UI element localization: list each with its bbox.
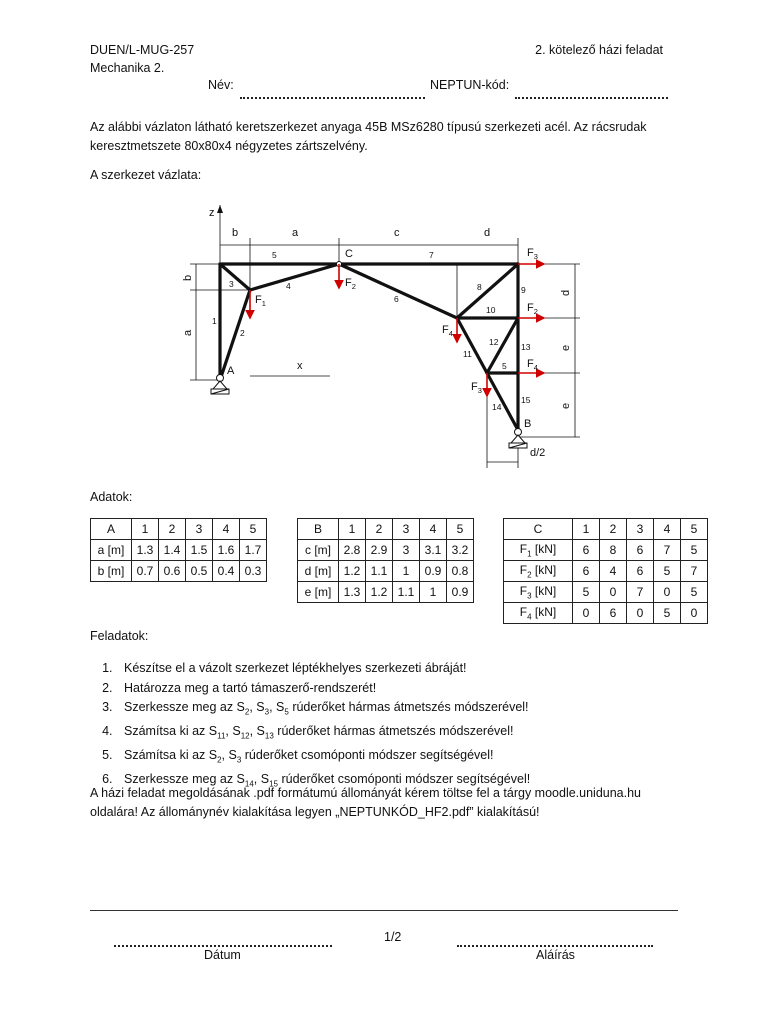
support-a (211, 381, 229, 394)
table-header-row (298, 519, 474, 540)
table-cell: 1.2 (339, 561, 366, 582)
table-cell: 0 (681, 603, 708, 624)
task-list (90, 659, 716, 794)
label-c: C (345, 248, 353, 260)
intro-paragraph (90, 118, 690, 156)
table-cell: C (504, 519, 573, 540)
neptun-label: NEPTUN-kód: (430, 78, 510, 92)
table-cell: 6 (573, 561, 600, 582)
table-cell: 0.3 (240, 561, 267, 582)
member-label-5: 5 (272, 250, 277, 260)
table-cell: 5 (654, 603, 681, 624)
list-item: 1. Készítse el a vázolt szerkezet léptékhelyes szerkezeti ábráját! (116, 659, 716, 679)
dim-d-right: d (560, 289, 572, 296)
table-cell: $F_4$ [kN] (504, 603, 573, 624)
table-row (298, 561, 474, 582)
table-cell: 0.8 (447, 561, 474, 582)
label-x: x (297, 360, 303, 372)
subject-title: Mechanika 2. (90, 61, 165, 75)
force-label-f4: $F_4$ (442, 324, 453, 338)
table-cell: 1.3 (132, 540, 159, 561)
table-cell: 3 (186, 519, 213, 540)
table-row (504, 561, 708, 582)
name-field (240, 97, 425, 99)
table-cell: 8 (600, 540, 627, 561)
table-cell: 1 (420, 582, 447, 603)
table-cell: $F_1$ [kN] (504, 540, 573, 561)
table-cell: 5 (681, 519, 708, 540)
table-cell: 0.5 (186, 561, 213, 582)
list-item: 2. Határozza meg a tartó támaszerő-rendszerét! (116, 679, 716, 699)
member-label-2: 2 (240, 328, 245, 338)
table-cell: c [m] (298, 540, 339, 561)
table-cell: 1.7 (240, 540, 267, 561)
force-label-f4-right: $F_4$ (527, 358, 538, 372)
neptun-field (515, 97, 668, 99)
dim-d-top: d (484, 227, 491, 239)
intro-line1: Az alábbi vázlaton látható keretszerkezet anyaga 45B MSz6280 típusú szerkezeti acél. Az rácsrudak (90, 120, 647, 134)
table-cell: 1 (573, 519, 600, 540)
table-cell: 7 (654, 540, 681, 561)
list-item: 5. Számítsa ki az $S_2$, $S_3$ rúderőket csomóponti módszer segítségével! (116, 746, 716, 770)
date-label: Dátum (204, 948, 241, 962)
dim-e-right2: e (560, 402, 572, 409)
member-3 (220, 264, 250, 290)
assignment-title: 2. kötelező házi feladat (535, 43, 663, 57)
member-label-4: 4 (286, 281, 291, 291)
member-label-3: 3 (229, 279, 234, 289)
table-cell: 6 (627, 561, 654, 582)
table-a (90, 518, 267, 582)
table-cell: 4 (654, 519, 681, 540)
table-cell: 2 (159, 519, 186, 540)
table-cell: 5 (573, 582, 600, 603)
table-cell: 4 (420, 519, 447, 540)
table-row (504, 603, 708, 624)
dim-d2: d/2 (530, 447, 546, 459)
table-cell: 0 (654, 582, 681, 603)
table-cell: 3 (393, 519, 420, 540)
table-cell: 0 (573, 603, 600, 624)
truss-members (220, 264, 518, 430)
force-label-f2: $F_2$ (345, 277, 356, 291)
table-cell: 2.8 (339, 540, 366, 561)
force-label-f3-top: $F_3$ (527, 247, 538, 261)
member-label-13: 13 (521, 342, 531, 352)
table-cell: A (91, 519, 132, 540)
table-cell: e [m] (298, 582, 339, 603)
course-code: DUEN/L-MUG-257 (90, 43, 195, 57)
table-row (91, 561, 267, 582)
table-cell: 1.3 (339, 582, 366, 603)
list-item: 6. Szerkessze meg az $S_{14}$, $S_{15}$ rúderőket csomóponti módszer segítségével! (116, 770, 716, 794)
member-label-5b: 5 (502, 361, 507, 371)
truss-figure (0, 190, 768, 490)
member-label-10: 10 (486, 305, 496, 315)
table-cell: 0 (627, 603, 654, 624)
submit-line2: oldalára! Az állománynév kialakítása legyen „NEPTUNKÓD_HF2.pdf” kialakítású! (90, 805, 540, 819)
table-cell: 0.9 (420, 561, 447, 582)
list-item: 3. Szerkessze meg az $S_2$, $S_3$, $S_5$ rúderőket hármas átmetszés módszerével! (116, 698, 716, 722)
table-cell: 1.1 (393, 582, 420, 603)
dim-b-left: b (182, 274, 194, 281)
table-cell: 4 (600, 561, 627, 582)
table-cell: 1 (132, 519, 159, 540)
table-row (298, 582, 474, 603)
table-cell: 0.7 (132, 561, 159, 582)
name-label: Név: (208, 78, 234, 92)
dim-e-right1: e (560, 344, 572, 351)
table-row (504, 582, 708, 603)
data-title: Adatok: (90, 490, 133, 504)
table-cell: 2.9 (366, 540, 393, 561)
table-row (504, 540, 708, 561)
list-item: 4. Számítsa ki az $S_{11}$, $S_{12}$, $S_{13}$ rúderőket hármas átmetszés módszerével! (116, 722, 716, 746)
date-field (114, 945, 332, 947)
table-cell: B (298, 519, 339, 540)
table-cell: 6 (627, 540, 654, 561)
member-label-7: 7 (429, 250, 434, 260)
page-number: 1/2 (384, 930, 402, 944)
member-label-8: 8 (477, 282, 482, 292)
dim-a-left: a (182, 329, 194, 336)
table-cell: $F_2$ [kN] (504, 561, 573, 582)
submit-line1: A házi feladat megoldásának .pdf formátumú állományát kérem töltse fel a tárgy moodle.uniduna.hu (90, 786, 642, 800)
table-cell: 0.9 (447, 582, 474, 603)
label-z: z (209, 207, 215, 219)
table-cell: 5 (240, 519, 267, 540)
submit-paragraph (90, 784, 700, 822)
table-cell: 1 (339, 519, 366, 540)
table-cell: a [m] (91, 540, 132, 561)
table-c (503, 518, 708, 624)
label-a-support: A (227, 365, 235, 377)
table-cell: 4 (213, 519, 240, 540)
table-cell: 6 (600, 603, 627, 624)
dim-c: c (394, 227, 400, 239)
table-cell: 0.6 (159, 561, 186, 582)
table-cell: 5 (654, 561, 681, 582)
member-2 (220, 290, 250, 380)
member-label-15: 15 (521, 395, 531, 405)
footer-rule (90, 910, 678, 911)
table-cell: 2 (366, 519, 393, 540)
table-row (91, 540, 267, 561)
dim-b-top: b (232, 227, 239, 239)
label-b-support: B (524, 418, 532, 430)
table-cell: d [m] (298, 561, 339, 582)
member-label-1: 1 (212, 316, 217, 326)
member-4 (250, 264, 339, 290)
table-cell: 3.1 (420, 540, 447, 561)
table-cell: $F_3$ [kN] (504, 582, 573, 603)
table-cell: 1.2 (366, 582, 393, 603)
table-header-row (504, 519, 708, 540)
force-label-f1: $F_1$ (255, 294, 266, 308)
table-cell: 1.6 (213, 540, 240, 561)
force-label-f2-right: $F_2$ (527, 302, 538, 316)
table-cell: 0 (600, 582, 627, 603)
dim-a-top: a (292, 227, 299, 239)
table-cell: b [m] (91, 561, 132, 582)
table-cell: 0.4 (213, 561, 240, 582)
table-cell: 1.5 (186, 540, 213, 561)
table-cell: 2 (600, 519, 627, 540)
table-cell: 3 (393, 540, 420, 561)
table-cell: 1.4 (159, 540, 186, 561)
table-cell: 7 (627, 582, 654, 603)
table-cell: 3 (627, 519, 654, 540)
signature-field (457, 945, 653, 947)
table-b (297, 518, 474, 603)
table-cell: 6 (573, 540, 600, 561)
member-label-12: 12 (489, 337, 499, 347)
table-cell: 1.1 (366, 561, 393, 582)
signature-label: Aláírás (536, 948, 575, 962)
table-row (298, 540, 474, 561)
intro-line2: keresztmetszete 80x80x4 négyzetes zártszelvény. (90, 139, 368, 153)
tasks-title: Feladatok: (90, 629, 149, 643)
member-label-11: 11 (463, 349, 472, 359)
member-label-14: 14 (492, 402, 502, 412)
member-label-9: 9 (521, 285, 526, 295)
table-cell: 3.2 (447, 540, 474, 561)
table-cell: 7 (681, 561, 708, 582)
table-header-row (91, 519, 267, 540)
member-6 (339, 264, 457, 318)
table-cell: 5 (447, 519, 474, 540)
table-cell: 5 (681, 540, 708, 561)
member-11 (457, 318, 487, 373)
force-label-f3: $F_3$ (471, 381, 482, 395)
sketch-title: A szerkezet vázlata: (90, 168, 202, 182)
table-cell: 1 (393, 561, 420, 582)
table-cell: 5 (681, 582, 708, 603)
member-label-6: 6 (394, 294, 399, 304)
